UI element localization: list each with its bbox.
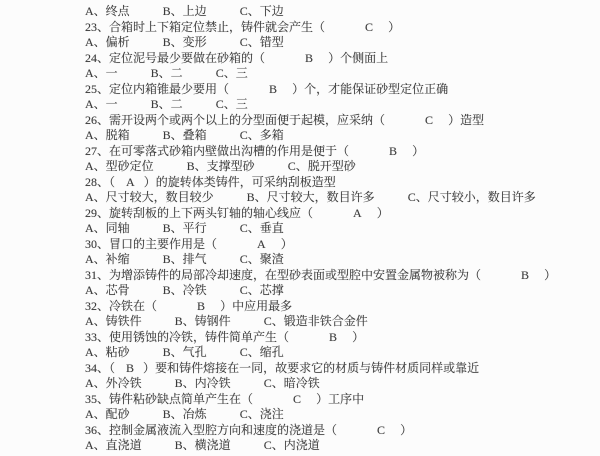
paren-open-glyph: （ bbox=[241, 391, 254, 406]
question-line-27 bbox=[85, 144, 600, 160]
option-32-C: C、锻造非铁合金件 bbox=[263, 314, 368, 328]
question-line-25 bbox=[85, 82, 600, 98]
options-line-28 bbox=[85, 190, 600, 206]
paren-close-glyph: ） bbox=[143, 174, 156, 189]
option-27-C: C、脱开型砂 bbox=[287, 159, 356, 173]
option-26-C: C、多箱 bbox=[239, 128, 284, 142]
question-number: 24、 bbox=[85, 50, 110, 65]
option-lead-C: C、下边 bbox=[239, 4, 284, 18]
paren-close-glyph: ） bbox=[544, 267, 557, 282]
question-stem: 需开设两个或两个以上的分型面便于起模，应采纳 bbox=[109, 112, 374, 127]
options-line-29 bbox=[85, 221, 600, 237]
question-number: 34、 bbox=[85, 360, 110, 375]
question-line-36 bbox=[85, 423, 600, 439]
option-32-A: A、铸铁件 bbox=[85, 314, 142, 328]
question-line-32 bbox=[85, 299, 600, 315]
question-stem: 冷铁在 bbox=[109, 298, 146, 313]
question-number: 29、 bbox=[85, 205, 110, 220]
question-line-33 bbox=[85, 330, 600, 346]
question-line-30 bbox=[85, 237, 600, 253]
options-line-30 bbox=[85, 252, 600, 268]
question-number: 30、 bbox=[85, 236, 110, 251]
answer-letter: B bbox=[197, 298, 206, 313]
paren-close-glyph: ） bbox=[448, 112, 461, 127]
answer-letter: A bbox=[126, 174, 135, 189]
option-28-A: A、尺寸较大，数目较少 bbox=[85, 190, 214, 204]
paren-open-glyph: （ bbox=[253, 50, 266, 65]
answer-letter: B bbox=[126, 360, 135, 375]
paren-close-glyph: ） bbox=[328, 50, 341, 65]
paren-open-glyph: （ bbox=[301, 205, 314, 220]
option-31-A: A、芯骨 bbox=[85, 283, 130, 297]
option-33-A: A、粘砂 bbox=[85, 345, 130, 359]
question-stem-after: 的旋转体类铸件，可采纳刮板造型 bbox=[155, 174, 336, 189]
question-number: 23、 bbox=[85, 19, 110, 34]
option-lead-A: A、终点 bbox=[85, 4, 130, 18]
option-24-A: A、一 bbox=[85, 66, 118, 80]
answer-letter: C bbox=[425, 112, 434, 127]
option-35-C: C、浇注 bbox=[239, 407, 284, 421]
question-line-26 bbox=[85, 113, 600, 129]
question-line-31 bbox=[85, 268, 600, 284]
option-24-C: C、三 bbox=[215, 66, 248, 80]
option-33-C: C、缩孔 bbox=[239, 345, 284, 359]
option-36-B: B、横浇道 bbox=[174, 438, 231, 452]
question-number: 25、 bbox=[85, 81, 110, 96]
option-33-B: B、气孔 bbox=[162, 345, 207, 359]
options-line-27 bbox=[85, 159, 600, 175]
paren-close-glyph: ） bbox=[412, 143, 425, 158]
paren-close-glyph: ） bbox=[220, 298, 233, 313]
option-30-B: B、排气 bbox=[162, 252, 207, 266]
option-35-B: B、冶炼 bbox=[162, 407, 207, 421]
paren-open-glyph: （ bbox=[145, 298, 158, 313]
option-36-A: A、直浇道 bbox=[85, 438, 142, 452]
paren-open-glyph: （ bbox=[109, 360, 116, 375]
question-number: 27、 bbox=[85, 143, 110, 158]
paren-open-glyph: （ bbox=[337, 143, 350, 158]
question-stem-after: 个侧面上 bbox=[340, 50, 389, 65]
question-line-34 bbox=[85, 361, 600, 377]
answer-letter: C bbox=[293, 391, 302, 406]
option-25-C: C、三 bbox=[215, 97, 248, 111]
answer-letter: B bbox=[389, 143, 398, 158]
option-28-B: B、尺寸较大，数目许多 bbox=[246, 190, 375, 204]
option-23-A: A、偏析 bbox=[85, 35, 130, 49]
answer-letter: C bbox=[377, 422, 386, 437]
options-line-32 bbox=[85, 314, 600, 330]
paren-open-glyph: （ bbox=[205, 236, 218, 251]
answer-letter: B bbox=[269, 81, 278, 96]
question-number: 33、 bbox=[85, 329, 110, 344]
question-stem: 定位泥号最少要做在砂箱的 bbox=[109, 50, 254, 65]
question-line-35 bbox=[85, 392, 600, 408]
option-30-A: A、补缩 bbox=[85, 252, 130, 266]
question-stem: 旋转刮板的上下两头钉轴的轴心线应 bbox=[109, 205, 302, 220]
answer-letter: A bbox=[257, 236, 266, 251]
paren-open-glyph: （ bbox=[313, 19, 326, 34]
paren-close-glyph: ） bbox=[292, 81, 305, 96]
question-stem-after: 工序中 bbox=[328, 391, 365, 406]
question-stem: 使用锈蚀的冷铁，铸件简单产生 bbox=[109, 329, 278, 344]
option-23-C: C、错型 bbox=[239, 35, 284, 49]
question-number: 26、 bbox=[85, 112, 110, 127]
question-number: 31、 bbox=[85, 267, 110, 282]
answer-letter: A bbox=[353, 205, 362, 220]
option-31-C: C、芯撑 bbox=[239, 283, 284, 297]
option-34-C: C、暗冷铁 bbox=[263, 376, 320, 390]
paren-close-glyph: ） bbox=[376, 205, 389, 220]
paren-open-glyph: （ bbox=[469, 267, 482, 282]
question-number: 32、 bbox=[85, 298, 110, 313]
option-27-B: B、支撑型砂 bbox=[186, 159, 255, 173]
question-stem-after: 个，才能保证砂型定位正确 bbox=[304, 81, 449, 96]
options-line-23 bbox=[85, 35, 600, 51]
option-27-A: A、型砂定位 bbox=[85, 159, 154, 173]
paren-close-glyph: ） bbox=[400, 422, 413, 437]
options-line-24 bbox=[85, 66, 600, 82]
options-line-lead bbox=[85, 4, 600, 20]
option-29-B: B、平行 bbox=[162, 221, 207, 235]
question-stem: 在可零落式砂箱内壁做出沟槽的作用是便于 bbox=[109, 143, 338, 158]
paren-open-glyph: （ bbox=[217, 81, 230, 96]
options-line-25 bbox=[85, 97, 600, 113]
options-line-31 bbox=[85, 283, 600, 299]
paren-close-glyph: ） bbox=[388, 19, 401, 34]
option-25-A: A、一 bbox=[85, 97, 118, 111]
options-line-36 bbox=[85, 438, 600, 454]
paren-open-glyph: （ bbox=[373, 112, 386, 127]
question-stem: 冒口的主要作用是 bbox=[109, 236, 206, 251]
paren-close-glyph: ） bbox=[316, 391, 329, 406]
question-number: 28、 bbox=[85, 174, 110, 189]
question-stem: 控制金属液流入型腔方向和速度的浇道是 bbox=[109, 422, 326, 437]
option-34-B: B、内冷铁 bbox=[174, 376, 231, 390]
answer-letter: B bbox=[305, 50, 314, 65]
question-line-29 bbox=[85, 206, 600, 222]
option-29-A: A、同轴 bbox=[85, 221, 130, 235]
question-line-24 bbox=[85, 51, 600, 67]
paren-open-glyph: （ bbox=[277, 329, 290, 344]
paren-close-glyph: ） bbox=[143, 360, 156, 375]
option-30-C: C、聚渣 bbox=[239, 252, 284, 266]
question-stem-after: 要和铸件熔接在一同，故要求它的材质与铸件材质同样或靠近 bbox=[155, 360, 480, 375]
option-lead-B: B、上边 bbox=[162, 4, 207, 18]
question-stem: 铸件粘砂缺点简单产生在 bbox=[109, 391, 242, 406]
question-stem-after: 中应用最多 bbox=[232, 298, 293, 313]
options-line-35 bbox=[85, 407, 600, 423]
question-stem-after: 造型 bbox=[460, 112, 485, 127]
option-26-B: B、叠箱 bbox=[162, 128, 207, 142]
option-35-A: A、配砂 bbox=[85, 407, 130, 421]
options-line-33 bbox=[85, 345, 600, 361]
option-25-B: B、二 bbox=[150, 97, 183, 111]
answer-letter: B bbox=[329, 329, 338, 344]
question-number: 35、 bbox=[85, 391, 110, 406]
options-line-34 bbox=[85, 376, 600, 392]
option-26-A: A、脱箱 bbox=[85, 128, 130, 142]
paren-open-glyph: （ bbox=[325, 422, 338, 437]
answer-letter: C bbox=[365, 19, 374, 34]
options-line-26 bbox=[85, 128, 600, 144]
option-28-C: C、尺寸较小，数目许多 bbox=[407, 190, 536, 204]
question-stem: 为增添铸件的局部冷却速度，在型砂表面或型腔中安置金属物被称为 bbox=[109, 267, 470, 282]
option-36-C: C、内浇道 bbox=[263, 438, 320, 452]
paren-close-glyph: ） bbox=[352, 329, 365, 344]
option-34-A: A、外冷铁 bbox=[85, 376, 142, 390]
paren-open-glyph: （ bbox=[109, 174, 116, 189]
answer-letter: B bbox=[521, 267, 530, 282]
question-number: 36、 bbox=[85, 422, 110, 437]
question-stem: 合箱时上下箱定位禁止，铸件就会产生 bbox=[109, 19, 314, 34]
option-32-B: B、铸钢件 bbox=[174, 314, 231, 328]
option-23-B: B、变形 bbox=[162, 35, 207, 49]
paren-close-glyph: ） bbox=[280, 236, 293, 251]
question-line-23 bbox=[85, 20, 600, 36]
question-stem: 定位内箱锥最少要用 bbox=[109, 81, 218, 96]
question-line-28 bbox=[85, 175, 600, 191]
option-29-C: C、垂直 bbox=[239, 221, 284, 235]
option-24-B: B、二 bbox=[150, 66, 183, 80]
option-31-B: B、冷铁 bbox=[162, 283, 207, 297]
